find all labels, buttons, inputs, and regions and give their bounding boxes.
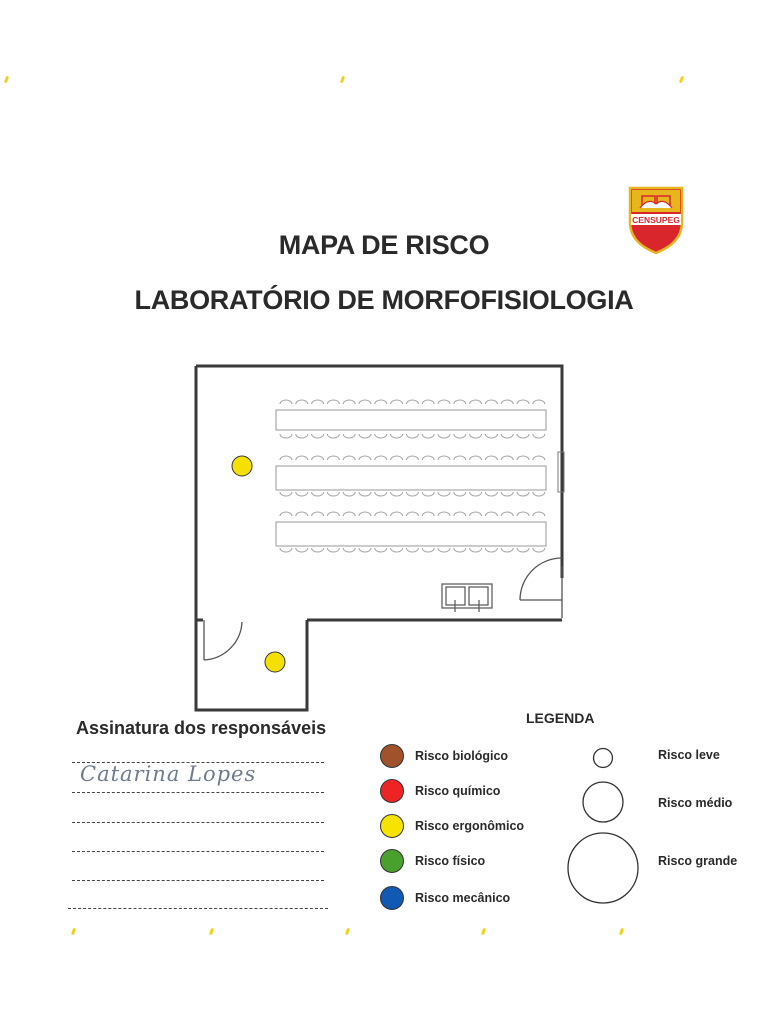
stool	[359, 456, 371, 460]
stool	[470, 492, 482, 496]
stool	[327, 456, 339, 460]
stool	[454, 548, 466, 552]
stool	[454, 400, 466, 404]
logo-text: CENSUPEG	[632, 215, 680, 225]
stool	[391, 400, 403, 404]
legend-label: Risco biológico	[415, 749, 509, 763]
stool	[296, 456, 308, 460]
stool	[359, 400, 371, 404]
legend-title: LEGENDA	[526, 710, 595, 726]
stool	[470, 400, 482, 404]
scan-speck	[71, 928, 76, 936]
stool	[485, 512, 497, 516]
scan-speck	[679, 76, 684, 84]
scan-speck	[481, 928, 486, 936]
stool	[280, 400, 292, 404]
stool	[470, 456, 482, 460]
biological-risk-swatch	[380, 744, 404, 768]
scan-speck	[345, 928, 350, 936]
stool	[296, 512, 308, 516]
stool	[343, 456, 355, 460]
stool	[422, 492, 434, 496]
door-right	[520, 558, 562, 618]
stool	[327, 512, 339, 516]
signature-line	[72, 822, 324, 823]
stool	[406, 456, 418, 460]
signature-line	[72, 792, 324, 793]
stool	[296, 548, 308, 552]
signature-line	[72, 851, 324, 852]
stool	[438, 434, 450, 438]
signatures-title: Assinatura dos responsáveis	[76, 718, 327, 738]
scan-speck	[4, 76, 9, 84]
signature-name: Catarina Lopes	[80, 762, 257, 786]
risk-circle-ergonomic	[232, 456, 252, 476]
legend-label: Risco químico	[415, 784, 501, 798]
risk-size-small	[594, 749, 613, 768]
stool	[312, 548, 324, 552]
stool	[533, 434, 545, 438]
stool	[517, 492, 529, 496]
stool	[533, 456, 545, 460]
stool	[280, 548, 292, 552]
stool	[312, 456, 324, 460]
stool	[343, 512, 355, 516]
stool	[422, 548, 434, 552]
legend-item-ergonomic	[380, 812, 524, 840]
stool	[406, 492, 418, 496]
floor-plan	[190, 360, 570, 715]
sinks	[442, 584, 492, 612]
stool	[517, 456, 529, 460]
scan-speck	[340, 76, 345, 84]
stool	[406, 434, 418, 438]
bench-rows	[276, 410, 546, 546]
signature-line	[68, 908, 328, 909]
stool	[517, 434, 529, 438]
stool	[375, 434, 387, 438]
door-annex	[204, 620, 242, 660]
legend-item-chemical	[380, 777, 500, 805]
risk-size-label-medium: Risco médio	[658, 796, 733, 810]
stool	[280, 512, 292, 516]
stool	[422, 512, 434, 516]
page-subtitle: LABORATÓRIO DE MORFOFISIOLOGIA	[134, 285, 634, 315]
stool	[359, 512, 371, 516]
stool	[296, 400, 308, 404]
stool	[470, 548, 482, 552]
ergonomic-risk-swatch	[380, 814, 404, 838]
stool	[327, 548, 339, 552]
scan-speck	[619, 928, 624, 936]
physical-risk-swatch	[380, 849, 404, 873]
risk-size-label-small: Risco leve	[658, 748, 720, 762]
stool	[375, 456, 387, 460]
legend-label: Risco ergonômico	[415, 819, 525, 833]
stool	[406, 548, 418, 552]
legend-label: Risco mecânico	[415, 891, 511, 905]
stool	[391, 434, 403, 438]
stool	[533, 548, 545, 552]
stool	[438, 512, 450, 516]
stool	[280, 456, 292, 460]
stool	[454, 492, 466, 496]
stool	[533, 400, 545, 404]
signature-line	[72, 880, 324, 881]
stool	[375, 512, 387, 516]
legend-item-biological	[380, 742, 508, 770]
stool	[343, 434, 355, 438]
stool	[422, 400, 434, 404]
stool	[485, 456, 497, 460]
stool	[343, 548, 355, 552]
stool	[327, 400, 339, 404]
stool	[485, 548, 497, 552]
stool	[533, 512, 545, 516]
risk-size-large	[568, 833, 638, 903]
stool	[438, 456, 450, 460]
stool	[438, 548, 450, 552]
stool	[470, 434, 482, 438]
legend-item-physical	[380, 847, 485, 875]
page-title: MAPA DE RISCO	[278, 230, 490, 260]
stool	[312, 492, 324, 496]
stool	[312, 400, 324, 404]
stool	[406, 400, 418, 404]
stool	[438, 492, 450, 496]
stool	[359, 434, 371, 438]
stool	[517, 548, 529, 552]
stool	[375, 400, 387, 404]
legend-item-mechanical	[380, 884, 510, 912]
stool	[501, 434, 513, 438]
stool	[280, 434, 292, 438]
stool	[422, 434, 434, 438]
stool	[343, 400, 355, 404]
stool	[391, 512, 403, 516]
mechanical-risk-swatch	[380, 886, 404, 910]
stool	[485, 434, 497, 438]
legend-label: Risco físico	[415, 854, 486, 868]
stool	[470, 512, 482, 516]
risk-size-label-large: Risco grande	[658, 854, 738, 868]
stool	[312, 434, 324, 438]
stool	[359, 492, 371, 496]
stool	[391, 456, 403, 460]
stool	[296, 434, 308, 438]
stool	[296, 492, 308, 496]
stool	[485, 492, 497, 496]
stool	[501, 456, 513, 460]
stool	[391, 548, 403, 552]
stool	[517, 400, 529, 404]
stool	[406, 512, 418, 516]
stool	[454, 512, 466, 516]
stool	[359, 548, 371, 552]
risk-circle-ergonomic	[265, 652, 285, 672]
stool	[533, 492, 545, 496]
stool	[454, 456, 466, 460]
stool	[438, 400, 450, 404]
stool	[327, 492, 339, 496]
stool	[501, 492, 513, 496]
stool	[312, 512, 324, 516]
stool	[501, 512, 513, 516]
risk-size-medium	[583, 782, 623, 822]
stool	[485, 400, 497, 404]
stool	[517, 512, 529, 516]
stool	[375, 492, 387, 496]
stool	[422, 456, 434, 460]
stool	[343, 492, 355, 496]
stool	[501, 548, 513, 552]
stool	[454, 434, 466, 438]
stool	[280, 492, 292, 496]
stools	[280, 400, 545, 552]
stool	[375, 548, 387, 552]
stool	[327, 434, 339, 438]
chemical-risk-swatch	[380, 779, 404, 803]
stool	[391, 492, 403, 496]
stool	[501, 400, 513, 404]
risk-size-scale	[560, 740, 650, 910]
scan-speck	[209, 928, 214, 936]
